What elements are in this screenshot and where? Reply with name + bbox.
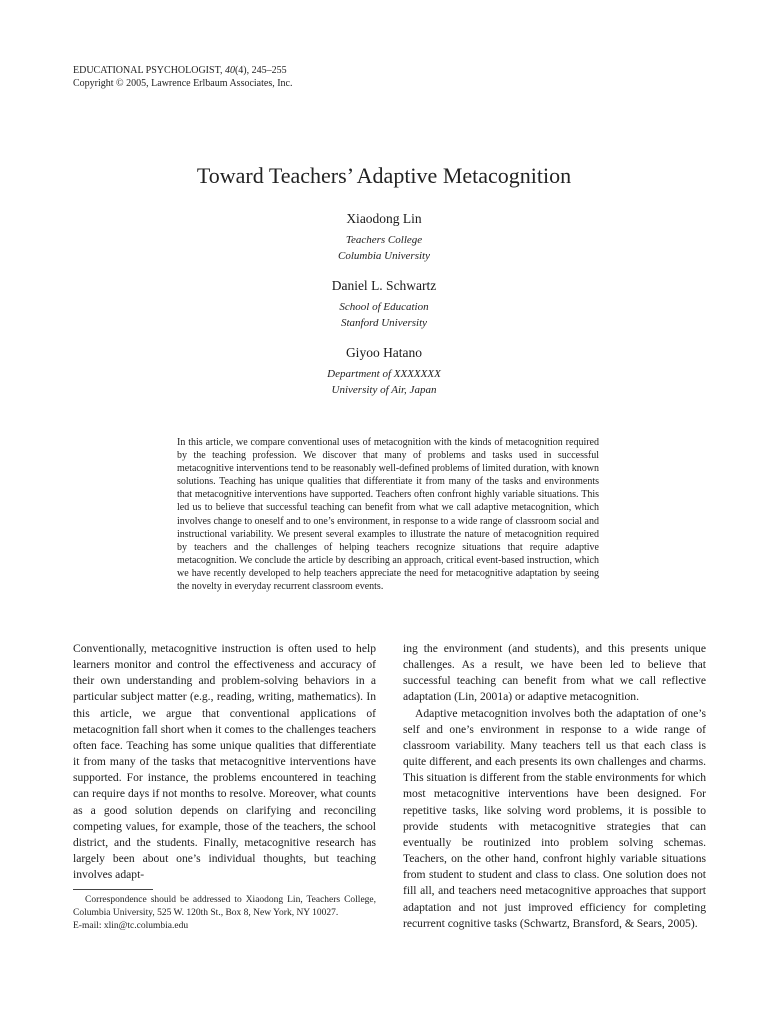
author-affiliation: Columbia University [338, 250, 430, 262]
author-affiliation: Stanford University [340, 317, 428, 329]
author-affiliation: School of Education [339, 301, 429, 313]
footnote-email: E-mail: xlin@tc.columbia.edu [73, 921, 189, 931]
body-paragraph: ing the environment (and students), and this presents unique challenges. As a result, we have been led to believe that successful teaching can benefit from what we call reflective adaptation (Lin, 2001a) or adaptive metacognition. [403, 642, 706, 704]
journal-citation [73, 64, 293, 77]
author-block-1 [0, 210, 768, 264]
footnote-divider [73, 889, 153, 890]
journal-name: EDUCATIONAL PSYCHOLOGIST, [73, 65, 225, 76]
author-affiliation: University of Air, Japan [331, 384, 437, 396]
body-paragraph: Adaptive metacognition involves both the adaptation of one’s self and one’s environment in response to a wide range of classroom variability. Many teachers tell us that each class is quite different, and each presents its own challenges and charms. This situation is different from the stable environments for which most metacognitive interventions have been designed. For repetitive tasks, like solving word problems, it is possible to provide students with metacognitive strategies that can eventually be routinized into problem solving schemas. Teachers, on the other hand, confront highly variable situations from student to student and class to class. One solution does not fill all, and teachers need metacognitive approaches that support adaptation and not just improved efficiency for completing recurrent cognitive tasks (Schwartz, Bransford, & Sears, 2005). [403, 706, 706, 930]
body-column-right [403, 641, 706, 932]
body-column-left [73, 641, 376, 883]
journal-header [73, 64, 293, 90]
author-name: Giyoo Hatano [345, 345, 423, 360]
abstract: In this article, we compare conventional uses of metacognition with the kinds of metacognition required by the teaching profession. We discover that many of problems and tasks used in successful metacognitive interventions tend to be reasonably well-defined problems of limited duration, with known solutions. Teaching has unique qualities that differentiate it from many of the tasks and environments that metacognitive interventions have supported. Teachers often confront highly variable situations. This led us to believe that successful teaching can benefit from what we call adaptive metacognition, which involves change to oneself and to one’s environment, in response to a wide range of classroom social and instructional variability. We present several examples to illustrate the nature of metacognition required by teachers and the challenges of helping teachers recognize situations that require adaptive metacognition. We conclude the article by describing an approach, critical event-based instruction, which we have recently developed to help teachers appreciate the need for metacognitive adaptation by seeing the novelty in everyday recurrent classroom events. [177, 437, 599, 593]
journal-issue-pages: (4), 245–255 [234, 65, 287, 76]
footnote-address: Correspondence should be addressed to Xiaodong Lin, Teachers College, Columbia University, 525 W. 120th St., Box 8, New York, NY 10027. [73, 895, 376, 918]
author-name: Daniel L. Schwartz [331, 278, 437, 293]
article-title: Toward Teachers’ Adaptive Metacognition [196, 163, 572, 188]
author-affiliation: Department of XXXXXXX [327, 368, 441, 380]
body-paragraph: Conventionally, metacognitive instruction is often used to help learners monitor and control the effectiveness and accuracy of their own understanding and problem-solving behaviors in a particular subject matter (e.g., reading, writing, mathematics). In this article, we argue that conventional applications of metacognition fall short when it comes to the challenges teachers often face. Teaching has some unique qualities that differentiate it from many of the tasks that metacognitive interventions have supported. For instance, the problems encountered in teaching can require days if not months to resolve. Moreover, what counts as a good solution depends on clarifying and reconciling competing values, for example, those of the teachers, the school district, and the students. Finally, metacognitive research has largely been about one’s individual thoughts, but teaching involves adapt- [73, 642, 376, 882]
author-name: Xiaodong Lin [346, 211, 422, 226]
author-block-3 [0, 344, 768, 398]
author-affiliation: Teachers College [345, 234, 423, 246]
journal-volume: 40 [224, 65, 235, 76]
correspondence-footnote [73, 894, 376, 933]
copyright-line: Copyright © 2005, Lawrence Erlbaum Associates, Inc. [73, 78, 293, 89]
author-block-2 [0, 277, 768, 331]
